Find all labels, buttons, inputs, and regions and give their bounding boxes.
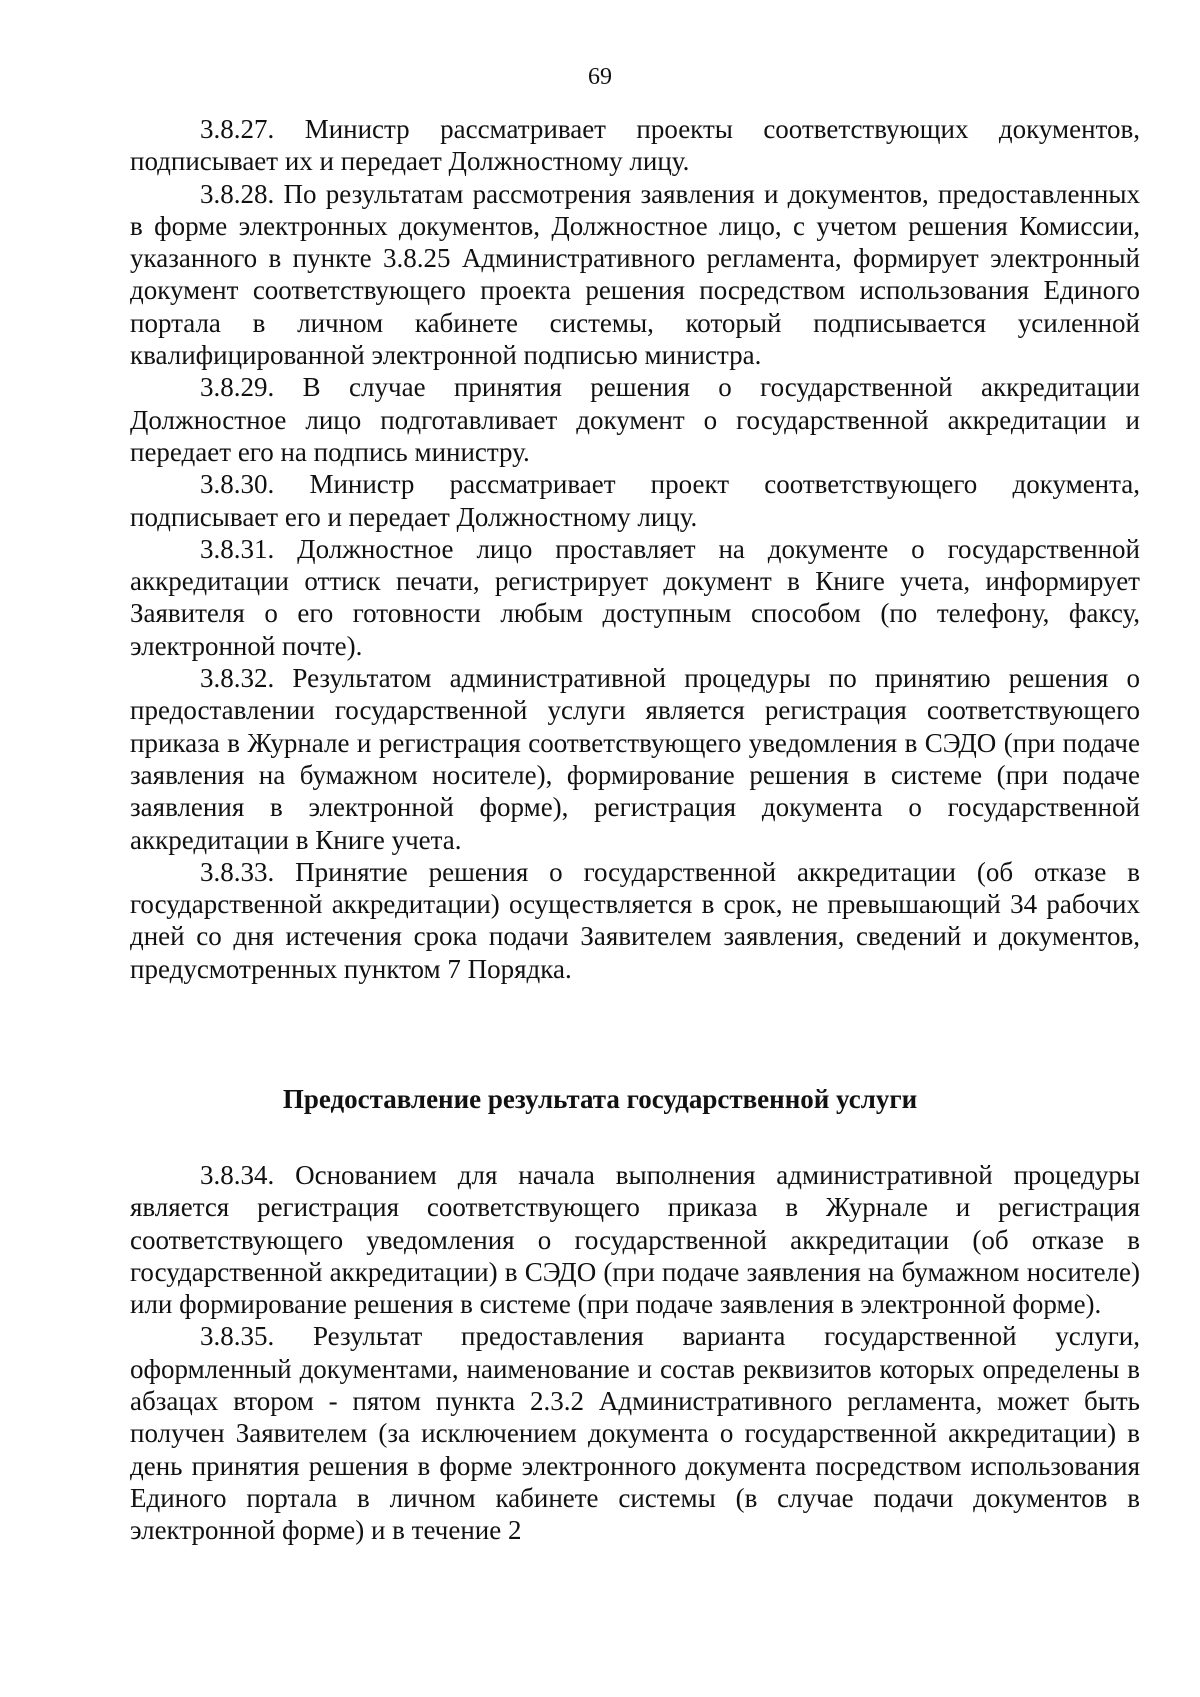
paragraph-3-8-30: 3.8.30. Министр рассматривает проект соответствующего документа, подписывает его и передает Должностному лицу. [130, 469, 1140, 532]
paragraph-3-8-33: 3.8.33. Принятие решения о государственной аккредитации (об отказе в государственной аккредитации) осуществляется в срок, не превышающий 34 рабочих дней со дня истечения срока подачи Заявителем заявления, сведений и документов, предусмотренных пунктом 7 Порядка. [130, 856, 1140, 984]
paragraph-3-8-27: 3.8.27. Министр рассматривает проекты соответствующих документов, подписывает их и передает Должностному лицу. [130, 114, 1140, 177]
paragraph-3-8-34: 3.8.34. Основанием для начала выполнения административной процедуры является регистрация соответствующего приказа в Журнале и регистрация соответствующего уведомления о государственной аккредитации (об отказе в государственной аккредитации) в СЭДО (при подаче заявления на бумажном носителе) или формирование решения в системе (при подаче заявления в электронной форме). [130, 1160, 1140, 1320]
page-number: 69 [588, 64, 612, 90]
text-block-bottom [130, 1159, 1140, 1547]
paragraph-3-8-28: 3.8.28. По результатам рассмотрения заявления и документов, предоставленных в форме электронных документов, Должностное лицо, с учетом решения Комиссии, указанного в пункте 3.8.25 Административного регламента, формирует электронный документ соответствующего проекта решения посредством использования Единого портала в личном кабинете системы, который подписывается усиленной квалифицированной электронной подписью министра. [130, 178, 1140, 371]
paragraph-3-8-31: 3.8.31. Должностное лицо проставляет на документе о государственной аккредитации оттиск печати, регистрирует документ в Книге учета, информирует Заявителя о его готовности любым доступным способом (по телефону, факсу, электронной почте). [130, 533, 1140, 661]
text-block-top [130, 113, 1140, 985]
paragraph-3-8-32: 3.8.32. Результатом административной процедуры по принятию решения о предоставлении государственной услуги является регистрация соответствующего приказа в Журнале и регистрация соответствующего уведомления в СЭДО (при подаче заявления на бумажном носителе), формирование решения в системе (при подаче заявления в электронной форме), регистрация документа о государственной аккредитации в Книге учета. [130, 663, 1140, 855]
section-heading: Предоставление результата государственной услуги [282, 1084, 918, 1114]
paragraph-3-8-29: 3.8.29. В случае принятия решения о государственной аккредитации Должностное лицо подготавливает документ о государственной аккредитации и передает его на подпись министру. [130, 372, 1140, 467]
paragraph-3-8-35: 3.8.35. Результат предоставления варианта государственной услуги, оформленный документами, наименование и состав реквизитов которых определены в абзацах втором - пятом пункта 2.3.2 Административного регламента, может быть получен Заявителем (за исключением документа о государственной аккредитации) в день принятия решения в форме электронного документа посредством использования Единого портала в личном кабинете системы (в случае подачи документов в электронной форме) и в течение 2 [130, 1321, 1140, 1546]
